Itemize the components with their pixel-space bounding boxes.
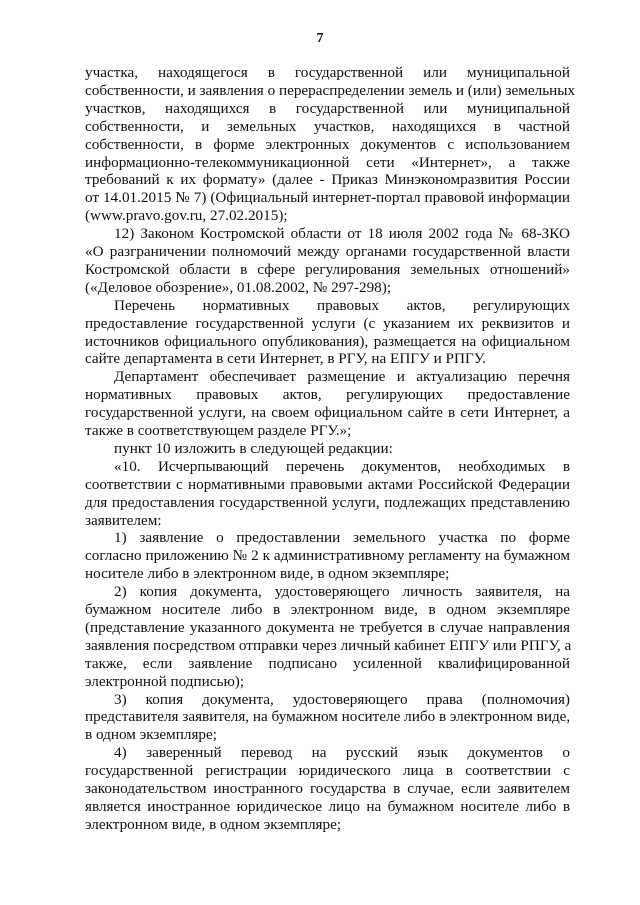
text-line: (представление указанного документа не требуется в случае направления [85, 618, 570, 636]
text-line: электронной подписью); [85, 672, 245, 690]
text-line: электронном виде, в одном экземпляре; [85, 815, 342, 833]
text-line: государственной услуги, на своем официальном сайте в сети Интернет, а [85, 404, 570, 422]
text-line: нормативных правовых актов, регулирующих предоставление [85, 386, 570, 404]
text-line: 12) Законом Костромской области от 18 июля 2002 года № 68-ЗКО [114, 225, 570, 243]
text-line: бумажном носителе либо в электронном виде, в одном экземпляре [85, 601, 570, 618]
text-line: собственности, в форме электронных документов с использованием [85, 135, 570, 153]
text-line: (www.pravo.gov.ru, 27.02.2015); [85, 207, 288, 225]
text-line: носителе либо в электронном виде, в одном экземпляре; [85, 565, 450, 583]
text-line: источников официального опубликования), размещается на официальном [85, 332, 570, 350]
text-line: 3) копия документа, удостоверяющего права (полномочия) [114, 690, 570, 708]
text-line: Перечень нормативных правовых актов, регулирующих [114, 296, 570, 314]
text-line: соответствии с нормативными правовыми актами Российской Федерации [85, 475, 570, 493]
text-line: собственности, и земельных участков, находящихся в частной [85, 117, 570, 135]
text-line: 2) копия документа, удостоверяющего личность заявителя, на [114, 583, 570, 601]
text-line: в одном экземпляре; [85, 726, 217, 744]
text-line: также, если заявление подписано усиленной квалифицированной [85, 654, 570, 672]
text-line: сайте департамента в сети Интернет, в РГУ, на ЕПГУ и РПГУ. [85, 350, 486, 368]
text-line: («Деловое обозрение», 01.08.2002, № 297-298); [85, 278, 392, 296]
text-line: пункт 10 изложить в следующей редакции: [114, 439, 393, 457]
text-line: «О разграничении полномочий между органами государственной власти [85, 243, 570, 260]
text-line: заявления посредством отправки через личный кабинет ЕПГУ или РПГУ, а [85, 636, 572, 654]
page-number: 7 [316, 31, 324, 46]
text-line: от 14.01.2015 № 7) (Официальный интернет-портал правовой информации [85, 189, 570, 207]
text-line: представителя заявителя, на бумажном носителе либо в электронном виде, [85, 708, 571, 726]
text-line: Костромской области в сфере регулирования земельных отношений» [85, 260, 570, 278]
text-line: является иностранное юридическое лицо на бумажном носителе либо в [85, 797, 570, 815]
text-line: государственной регистрации юридического лица в соответствии с [85, 762, 570, 780]
text-line: требований к их формату» (далее - Приказ Минэкономразвития России [85, 171, 570, 189]
text-line: Департамент обеспечивает размещение и актуализацию перечня [114, 368, 570, 386]
text-line: участка, находящегося в государственной или муниципальной [85, 64, 570, 81]
text-line: информационно-телекоммуникационной сети «Интернет», а также [85, 153, 570, 171]
text-line: собственности, и заявления о перераспределении земель и (или) земельных [85, 81, 576, 99]
text-line: «10. Исчерпывающий перечень документов, необходимых в [114, 457, 570, 475]
text-line: также в соответствующем разделе РГУ.»; [85, 422, 352, 439]
text-line: заявителем: [85, 511, 162, 529]
text-line: законодательством иностранного государства в случае, если заявителем [85, 780, 570, 797]
text-line: 1) заявление о предоставлении земельного участка по форме [114, 529, 570, 547]
text-line: участков, находящихся в государственной или муниципальной [85, 99, 570, 117]
text-line: 4) заверенный перевод на русский язык документов о [114, 744, 570, 762]
text-line: предоставление государственной услуги (с указанием их реквизитов и [85, 314, 570, 332]
text-line: для предоставления государственной услуги, подлежащих представлению [85, 493, 570, 511]
text-line: согласно приложению № 2 к административному регламенту на бумажном [85, 547, 570, 565]
